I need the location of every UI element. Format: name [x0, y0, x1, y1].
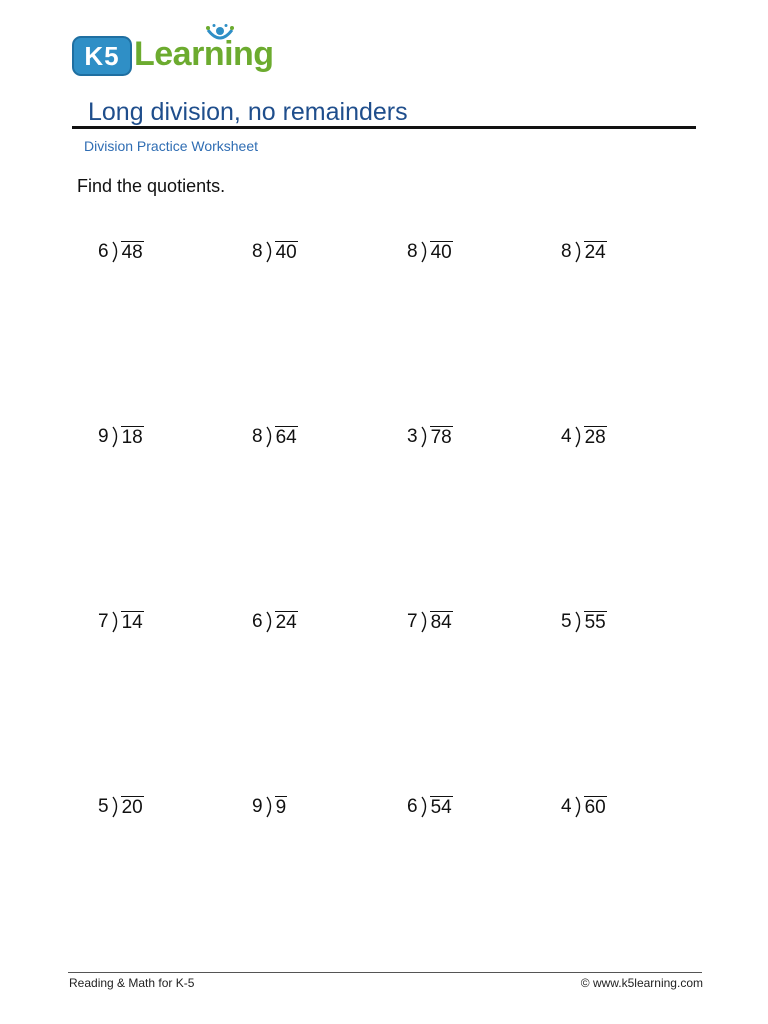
dividend: 24: [584, 242, 606, 263]
divisor: 9: [252, 796, 263, 817]
dividend: 20: [121, 797, 143, 818]
logo-figure-icon: [200, 24, 240, 48]
division-problem: [98, 795, 144, 821]
divisor: 5: [98, 796, 109, 817]
divisor: 8: [407, 241, 418, 262]
dividend: 9: [275, 797, 287, 818]
worksheet-subtitle: Division Practice Worksheet: [84, 138, 259, 154]
dividend: 40: [275, 242, 297, 263]
division-bracket-icon: [265, 425, 275, 449]
divisor: 9: [98, 426, 109, 447]
division-problem: [407, 610, 453, 636]
footer-tagline: Reading & Math for K-5: [69, 976, 195, 990]
divisor: 6: [98, 241, 109, 262]
division-bracket-icon: [574, 425, 584, 449]
division-bracket-icon: [420, 795, 430, 819]
division-problem: [98, 240, 144, 266]
dividend: 40: [430, 242, 452, 263]
division-bracket-icon: [265, 240, 275, 264]
dividend: 28: [584, 427, 606, 448]
division-bracket-icon: [574, 610, 584, 634]
division-problem: [98, 610, 144, 636]
division-problem: [98, 425, 144, 451]
division-bracket-icon: [111, 240, 121, 264]
division-bracket-icon: [420, 240, 430, 264]
division-problem: [252, 610, 298, 636]
divisor: 5: [561, 611, 572, 632]
dividend: 78: [430, 427, 452, 448]
divisor: 4: [561, 426, 572, 447]
division-bracket-icon: [111, 795, 121, 819]
divisor: 8: [252, 426, 263, 447]
division-bracket-icon: [111, 425, 121, 449]
division-problem: [252, 240, 298, 266]
division-problem: [407, 240, 453, 266]
division-problem: [407, 425, 453, 451]
division-problem: [561, 610, 607, 636]
divisor: 7: [98, 611, 109, 632]
division-bracket-icon: [265, 795, 275, 819]
dividend: 55: [584, 612, 606, 633]
instructions-text: Find the quotients.: [77, 176, 226, 196]
footer-divider: [68, 972, 702, 973]
division-bracket-icon: [420, 610, 430, 634]
logo-k5-badge: K5: [72, 36, 132, 76]
dividend: 54: [430, 797, 452, 818]
division-problem: [407, 795, 453, 821]
divisor: 8: [252, 241, 263, 262]
division-bracket-icon: [265, 610, 275, 634]
dividend: 14: [121, 612, 143, 633]
divisor: 4: [561, 796, 572, 817]
divisor: 6: [252, 611, 263, 632]
logo-wordmark: Learning: [134, 35, 274, 73]
footer-website: © www.k5learning.com: [580, 976, 703, 990]
division-problem: [561, 425, 607, 451]
divisor: 6: [407, 796, 418, 817]
division-problem: [561, 240, 607, 266]
division-problem: [252, 795, 287, 821]
division-problem: [561, 795, 607, 821]
dividend: 48: [121, 242, 143, 263]
division-problem: [252, 425, 298, 451]
k5-learning-logo: [72, 30, 272, 80]
division-bracket-icon: [574, 240, 584, 264]
dividend: 24: [275, 612, 297, 633]
worksheet-title: Long division, no remainders: [88, 98, 408, 126]
dividend: 64: [275, 427, 297, 448]
division-bracket-icon: [420, 425, 430, 449]
dividend: 60: [584, 797, 606, 818]
division-bracket-icon: [111, 610, 121, 634]
dividend: 18: [121, 427, 143, 448]
dividend: 84: [430, 612, 452, 633]
divisor: 7: [407, 611, 418, 632]
division-bracket-icon: [574, 795, 584, 819]
divisor: 8: [561, 241, 572, 262]
divisor: 3: [407, 426, 418, 447]
title-divider: [72, 126, 696, 129]
